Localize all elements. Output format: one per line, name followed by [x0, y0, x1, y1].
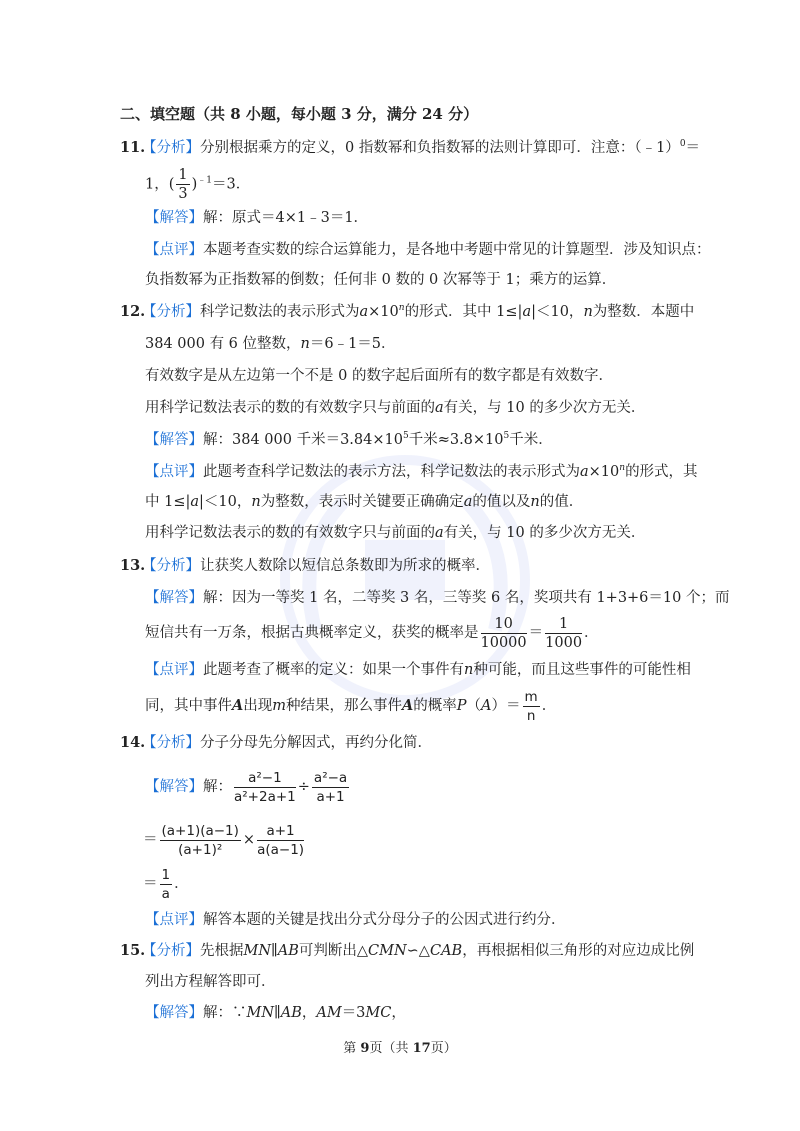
q14-analysis-line — [120, 733, 432, 753]
q13-answer-line — [145, 588, 729, 608]
q11-paren: ) — [191, 176, 198, 193]
times-ten: ×10 — [588, 464, 620, 480]
q11-answer-line — [145, 208, 368, 228]
period: ． — [541, 698, 557, 714]
q13-comment2-d: 的概率 — [413, 698, 457, 714]
q13-comment-line — [145, 660, 691, 680]
comment-tag: 【点评】 — [145, 242, 203, 258]
q12-analysis-text: 科学记数法的表示形式为 — [200, 304, 360, 320]
answer-tag: 【解答】 — [145, 210, 203, 226]
comment-tag: 【点评】 — [145, 464, 203, 480]
page-total: 17 — [412, 1041, 431, 1056]
q13-comment-line-2 — [145, 686, 556, 726]
q14-expr-1 — [234, 769, 296, 806]
q15-number: 15. — [120, 942, 146, 959]
q14-number: 14. — [120, 734, 146, 751]
q13-comment-text-b: 种可能，而且这些事件的可能性相 — [473, 662, 691, 678]
footer-prefix: 第 — [343, 1041, 361, 1056]
answer-tag: 【解答】 — [145, 432, 203, 448]
q13-fraction-2 — [545, 615, 582, 652]
times-ten: ×10 — [368, 304, 399, 320]
q14-expr-4 — [257, 822, 304, 859]
q11-formula-end: ＝3． — [212, 176, 251, 193]
q12-analysis-line — [120, 302, 694, 322]
q13-fraction-1 — [481, 615, 527, 652]
q13-analysis-line — [120, 556, 490, 576]
frac-num: a²−a — [313, 769, 348, 786]
q12-comment2-a: 中 1≤| — [145, 494, 191, 510]
period: ． — [584, 625, 599, 641]
q12-line4-tail: 有关，与 10 的多少次方无关． — [443, 400, 646, 416]
q15-mn-parallel-ab: MN∥AB — [243, 943, 299, 959]
q11-equals: ＝ — [685, 140, 701, 156]
q13-comment-text: 此题考查了概率的定义：如果一个事件有 — [203, 662, 464, 678]
q11-comment-line — [145, 240, 711, 260]
q14-analysis-text: 分子分母先分解因式，再约分化简． — [200, 735, 432, 751]
var-a: a — [190, 494, 200, 510]
q12-answer-text: 解：384 000 千米＝3.84×10 — [203, 432, 403, 448]
frac-den: 1000 — [545, 634, 583, 651]
var-n: n — [300, 336, 310, 352]
q15-line-2: 列出方程解答即可． — [145, 974, 276, 990]
q15-analysis-text-b: 可判断出△ — [298, 943, 369, 959]
var-a: a — [359, 304, 369, 320]
var-m: m — [272, 698, 287, 714]
q14-comment-text: 解答本题的关键是找出分式分母分子的公因式进行约分． — [203, 912, 566, 928]
page-number: 9 — [360, 1041, 370, 1056]
q13-answer-line-2 — [145, 613, 599, 653]
q11-formula-start: 1，( — [145, 176, 175, 193]
equals: ＝ — [528, 625, 544, 641]
q12-line-3: 有效数字是从左边第一个不是 0 的数字起后面所有的数字都是有效数字． — [145, 368, 613, 384]
q15-equals-3: ＝3 — [341, 1005, 366, 1021]
frac-den: n — [526, 707, 536, 724]
q12-line2-text: 384 000 有 6 位整数， — [145, 336, 301, 352]
analysis-tag: 【分析】 — [142, 558, 200, 574]
frac-den: a²+2a+1 — [234, 788, 296, 805]
q14-expr-2 — [312, 769, 349, 806]
q15-mn-parallel-ab: MN∥AB — [246, 1005, 302, 1021]
q12-answer-text-b: 千米≈3.8×10 — [408, 432, 504, 448]
q14-expr-3 — [160, 822, 241, 859]
var-A: A — [232, 697, 244, 714]
q11-analysis-line — [120, 138, 700, 158]
q14-step-3 — [143, 862, 189, 906]
q12-comment-line — [145, 462, 698, 482]
q11-formula-line — [145, 166, 250, 203]
q14-step-2 — [143, 818, 306, 862]
q15-answer-text: 解：∵ — [203, 1005, 247, 1021]
answer-tag: 【解答】 — [145, 1005, 203, 1021]
answer-tag: 【解答】 — [145, 590, 203, 606]
q13-analysis-text: 让获奖人数除以短信总条数即为所求的概率． — [200, 558, 490, 574]
var-n: n — [464, 662, 474, 678]
q12-line-2 — [145, 334, 396, 354]
frac-den: a+1 — [316, 788, 345, 805]
q12-line4-text: 用科学记数法表示的数的有效数字只与前面的 — [145, 400, 435, 416]
section-title: 二、填空题（共 8 小题，每小题 3 分，满分 24 分） — [120, 105, 479, 123]
q11-answer-text: 解：原式＝4×1﹣3＝1． — [203, 210, 369, 226]
q14-answer-label: 解： — [203, 779, 232, 795]
q12-number: 12. — [120, 303, 146, 320]
var-a: a — [580, 464, 589, 480]
q15-analysis-text-c: ，再根据相似三角形的对应边成比例 — [462, 943, 695, 959]
q12-comment3-tail: 有关，与 10 的多少次方无关． — [443, 525, 646, 541]
q13-comment2-b: 出现 — [243, 698, 273, 714]
q11-number: 11. — [120, 139, 146, 156]
analysis-tag: 【分析】 — [142, 140, 200, 156]
q11-exponent: 0 — [679, 139, 686, 149]
q12-comment-text: 此题考查科学记数法的表示方法，科学记数法的表示形式为 — [203, 464, 580, 480]
var-a: a — [522, 304, 532, 320]
q15-triangle-cab: CAB — [429, 943, 463, 959]
q15-answer-line — [145, 1003, 406, 1023]
q11-analysis-text: 分别根据乘方的定义，0 指数幂和负指数幂的法则计算即可．注意：（﹣1） — [200, 140, 680, 156]
q13-comment2-e: （ — [466, 698, 482, 714]
q12-comment-line-2 — [145, 492, 583, 512]
equals: ＝ — [143, 876, 158, 892]
q11-comment-line-2: 负指数幂为正指数幂的倒数；任何非 0 数的 0 次幂等于 1；乘方的运算． — [145, 272, 617, 288]
footer-mid: 页（共 — [369, 1041, 413, 1056]
period: ． — [174, 876, 189, 892]
q15-triangle-cmn: CMN — [368, 943, 407, 959]
q11-fraction — [176, 166, 189, 203]
var-n: n — [530, 494, 540, 510]
var-A: A — [402, 697, 414, 714]
q12-comment-line-3 — [145, 523, 645, 543]
q14-answer-line — [145, 765, 351, 809]
q12-comment-text-b: 的形式，其 — [625, 464, 698, 480]
q13-comment2-a: 同，其中事件 — [145, 698, 232, 714]
q12-comment2-c: 为整数，表示时关键要正确确定 — [260, 494, 464, 510]
q14-expr-5 — [160, 866, 173, 903]
analysis-tag: 【分析】 — [142, 735, 200, 751]
exp-5: 5 — [503, 431, 510, 441]
frac-num: 10 — [481, 615, 527, 634]
frac-num: a+1 — [257, 822, 304, 841]
frac-den: a — [161, 885, 170, 902]
var-n: n — [251, 494, 261, 510]
q11-comment-text: 本题考查实数的综合运算能力，是各地中考题中常见的计算题型．涉及知识点： — [203, 242, 711, 258]
q12-analysis-text-d: 为整数．本题中 — [592, 304, 695, 320]
q14-comment-line — [145, 910, 566, 930]
q15-analysis-text: 先根据 — [200, 943, 244, 959]
frac-num: a²−1 — [234, 769, 296, 788]
q15-similar: ∽△ — [406, 943, 430, 959]
q13-answer-text: 解：因为一等奖 1 名，二等奖 3 名，三等奖 6 名，奖项共有 1+3+6＝10 个；而 — [203, 590, 730, 606]
q11-frac-den: 3 — [178, 186, 188, 202]
q15-am: AM — [316, 1005, 342, 1021]
equals: ＝ — [143, 832, 158, 848]
q15-comma: ， — [301, 1005, 317, 1021]
divide-sign: ÷ — [297, 779, 310, 795]
q13-comment2-f: ）＝ — [491, 698, 521, 714]
q12-answer-text-c: 千米． — [509, 432, 553, 448]
comment-tag: 【点评】 — [145, 912, 203, 928]
q12-line-4 — [145, 398, 645, 418]
q12-comment3-text: 用科学记数法表示的数的有效数字只与前面的 — [145, 525, 435, 541]
var-a: a — [463, 494, 473, 510]
footer-suffix: 页） — [430, 1041, 457, 1056]
frac-den: 10000 — [480, 634, 527, 651]
answer-tag: 【解答】 — [145, 779, 203, 795]
exp-n: n — [619, 463, 626, 473]
frac-num: m — [524, 688, 538, 705]
q12-line2-tail: ＝6﹣1＝5． — [309, 336, 396, 352]
var-a: a — [435, 400, 444, 416]
frac-num: (a+1)(a−1) — [161, 822, 239, 839]
frac-den: a(a−1) — [257, 841, 305, 858]
exp-5: 5 — [402, 431, 409, 441]
var-P: P — [456, 698, 467, 714]
q12-analysis-text-c: |＜10， — [531, 304, 584, 320]
q13-answer2-text: 短信共有一万条，根据古典概率定义，获奖的概率是 — [145, 625, 479, 641]
frac-num: 1 — [545, 615, 582, 634]
frac-den: (a+1)² — [178, 841, 223, 858]
q15-comma: ， — [391, 1005, 406, 1021]
var-a: a — [435, 525, 444, 541]
q12-comment2-b: |＜10， — [199, 494, 252, 510]
frac-num: 1 — [161, 866, 171, 883]
analysis-tag: 【分析】 — [142, 943, 200, 959]
q13-comment2-c: 种结果，那么事件 — [286, 698, 403, 714]
comment-tag: 【点评】 — [145, 662, 203, 678]
var-n: n — [583, 304, 593, 320]
q11-exponent-neg: ﹣1 — [197, 175, 213, 186]
page-footer — [0, 1037, 800, 1056]
times-sign: × — [242, 832, 256, 848]
exp-n: n — [398, 303, 405, 313]
q15-analysis-line — [120, 941, 694, 961]
q12-analysis-text-b: 的形式．其中 1≤| — [404, 304, 523, 320]
q13-fraction-m-n — [523, 688, 540, 725]
q12-answer-line — [145, 430, 553, 450]
q11-frac-num: 1 — [178, 167, 188, 183]
q12-comment2-e: 的值． — [539, 494, 584, 510]
analysis-tag: 【分析】 — [142, 304, 200, 320]
q12-comment2-d: 的值以及 — [472, 494, 531, 510]
q15-mc: MC — [365, 1005, 392, 1021]
q13-number: 13. — [120, 557, 146, 574]
var-A: A — [481, 698, 492, 714]
